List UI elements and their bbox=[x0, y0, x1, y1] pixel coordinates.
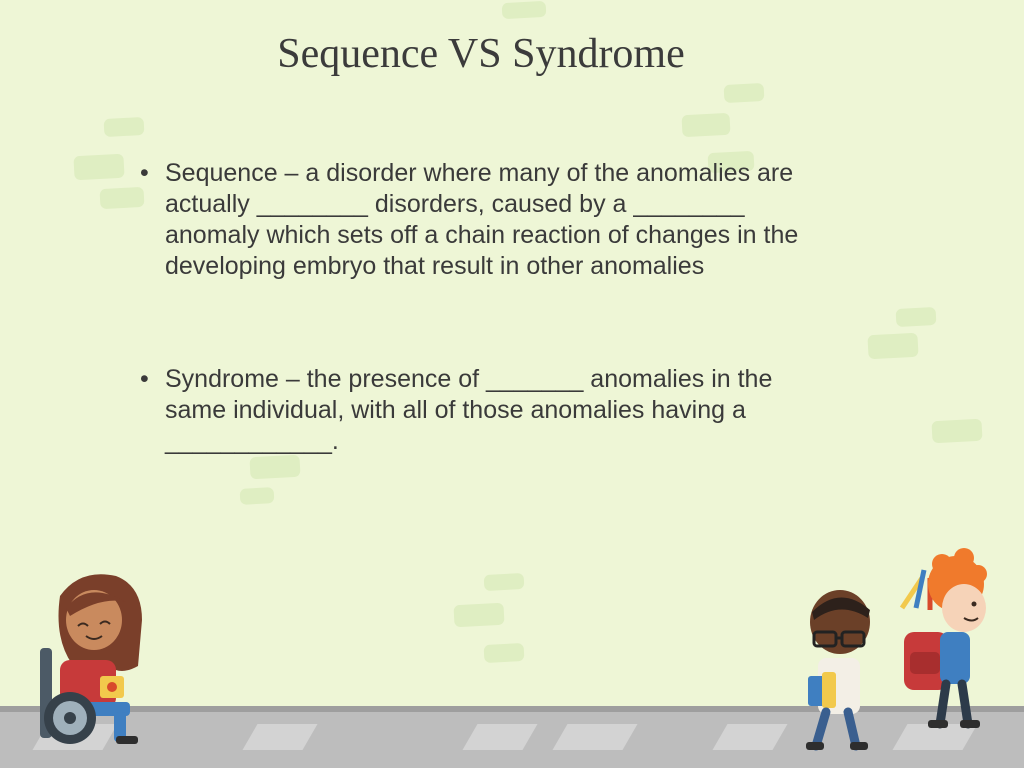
background-patch bbox=[724, 83, 765, 103]
bullet-icon: • bbox=[140, 159, 149, 187]
slide-title: Sequence VS Syndrome bbox=[277, 31, 685, 77]
background-patch bbox=[240, 487, 275, 505]
bullet-line: anomaly which sets off a chain reaction of changes in the bbox=[165, 221, 799, 249]
background-patch bbox=[931, 419, 982, 444]
bullet-line: Sequence – a disorder where many of the anomalies are bbox=[165, 159, 794, 187]
background-patch bbox=[896, 307, 937, 327]
background-patch bbox=[73, 154, 124, 181]
background-patch bbox=[100, 187, 145, 209]
bullet-item-syndrome bbox=[140, 364, 900, 457]
bullet-line: developing embryo that result in other anomalies bbox=[165, 252, 705, 280]
bullet-line: same individual, with all of those anomalies having a bbox=[165, 396, 746, 424]
background-patch bbox=[453, 603, 504, 628]
bullet-list bbox=[140, 158, 900, 457]
background-patch bbox=[249, 455, 300, 480]
bullet-line: Syndrome – the presence of _______ anomalies in the bbox=[165, 365, 773, 393]
boy-with-backpack-and-pencils-illustration bbox=[894, 548, 994, 746]
bullet-item-sequence bbox=[140, 158, 900, 282]
background-patch bbox=[502, 1, 547, 19]
boy-with-glasses-carrying-book-illustration bbox=[800, 588, 890, 758]
background-patch bbox=[104, 117, 145, 137]
bullet-line: actually ________ disorders, caused by a ________ bbox=[165, 190, 745, 218]
girl-in-wheelchair-illustration bbox=[30, 568, 160, 758]
background-patch bbox=[484, 573, 525, 591]
background-patch bbox=[484, 643, 525, 663]
bullet-icon: • bbox=[140, 365, 149, 393]
bullet-line: ____________. bbox=[165, 427, 339, 455]
background-patch bbox=[681, 113, 730, 137]
